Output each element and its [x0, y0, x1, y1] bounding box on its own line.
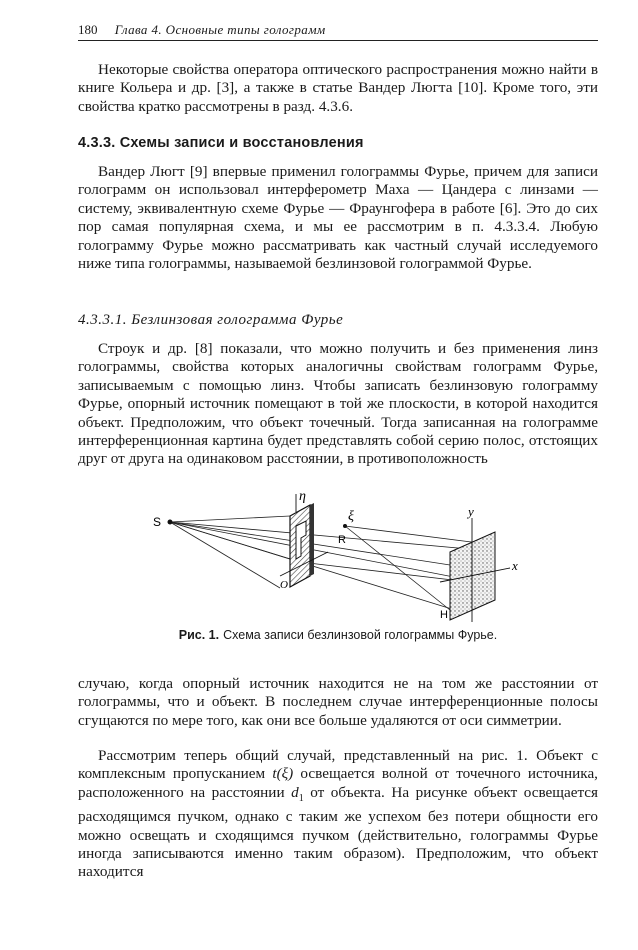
caption-number: Рис. 1.: [178, 628, 220, 642]
source-point: [168, 520, 173, 525]
label-o: O: [280, 579, 288, 591]
distance-subscript: 1: [298, 792, 304, 804]
paragraph-5-part-a: Рассмотрим теперь общий случай, представленный на рис. 1. Объект с комплексным пропусканием: [78, 747, 598, 783]
chapter-title: Глава 4. Основные типы голограмм: [114, 22, 326, 37]
label-s: S: [153, 515, 162, 529]
paragraph-5-part-b: освещается волной от точечного источника, расположенного на расстоянии: [78, 765, 598, 801]
label-y: y: [468, 504, 474, 519]
ray-lines: [170, 516, 495, 610]
transmittance-symbol: t(ξ): [272, 765, 294, 783]
figure-caption: [78, 628, 598, 642]
paragraph-5-part-c: от объекта. На рисунке объект освещается расходящимся пучком, однако с таким же успехом без потери общности его можно освещать и сходящимся пучком (действительно, голограммы Фурье иногда записываются именно таким образом). Предположим, что объект находится: [78, 783, 598, 881]
object-plane: [280, 494, 328, 587]
page-number: 180: [78, 22, 98, 37]
caption-text: Схема записи безлинзовой голограммы Фурье.: [223, 628, 498, 642]
paragraph-1: Некоторые свойства оператора оптического распространения можно найти в книге Кольера и др. [3], а также в статье Вандер Люгта [10]. Кроме того, эти свойства кратко рассмотрены в разд. 4.3.6.: [78, 61, 598, 115]
paragraph-2: Вандер Люгт [9] впервые применил голограммы Фурье, причем для записи голограмм он использовал интерферометр Маха — Цандера с линзами — систему, эквивалентную схеме Фурье — Фраунгофера в работе [6]. Это до сих пор самая популярная схема, и мы ее рассмотрим в п. 4.3.3.4. Любую голограмму Фурье можно рассматривать как частный случай исследуемого ниже типа голограммы, называемой безлинзовой голограммой Фурье.: [78, 163, 598, 273]
label-eta: η: [299, 490, 306, 504]
recording-scheme-figure: [150, 490, 530, 625]
paragraph-4: случаю, когда опорный источник находится не на том же расстоянии от голограммы, что и объект. В последнем случае интерференционные полосы сгущаются по мере того, как они все больше удаляются от оси симметрии.: [78, 675, 598, 729]
hologram-plane: [440, 518, 510, 622]
paragraph-3: Строук и др. [8] показали, что можно получить и без применения линз голограммы, свойства которых аналогичны свойствам голограмм Фурье, записываемым с помощью линз. Чтобы записать безлинзовую голограмму Фурье, опорный источник помещают в той же плоскости, в которой находится объект. Предположим, что объект точечный. Тогда записанная на голограмме интерференционная картина будет представлять собой серию полос, отстоящих друг от друга на одинаковом расстоянии, в противоположность: [78, 340, 598, 468]
subsection-heading: 4.3.3.1. Безлинзовая голограмма Фурье: [78, 312, 344, 328]
section-heading: 4.3.3. Схемы записи и восстановления: [78, 135, 364, 151]
label-r: R: [338, 534, 346, 546]
paragraph-5: [78, 747, 598, 882]
label-x: x: [512, 558, 518, 573]
distance-symbol: d: [291, 783, 299, 801]
label-h: H: [440, 609, 448, 621]
reference-point: [343, 524, 347, 528]
running-header: [78, 22, 598, 41]
label-xi: ξ: [348, 509, 354, 524]
